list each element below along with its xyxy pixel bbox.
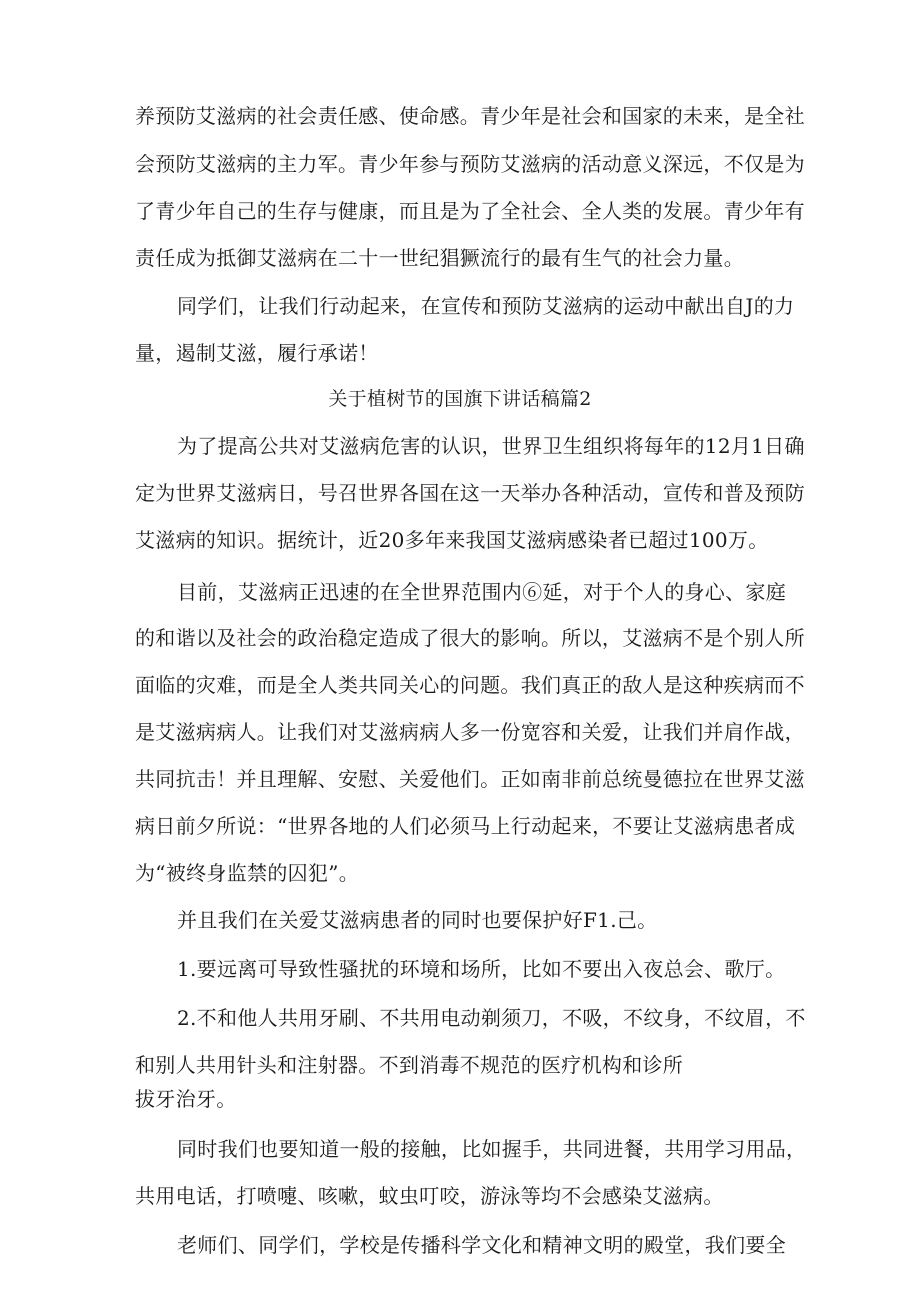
text-line: 同学们，让我们行动起来，在宣传和预防艾滋病的运动中献出自J的力 <box>177 294 795 318</box>
text-line: 面临的灾难，而是全人类共同关心的问题。我们真正的敌人是这种疾病而不 <box>135 673 805 697</box>
text-line: 的和谐以及社会的政治稳定造成了很大的影响。所以，艾滋病不是个别人所 <box>135 626 805 650</box>
text-line: 了青少年自己的生存与健康，而且是为了全社会、全人类的发展。青少年有 <box>135 199 805 223</box>
text-line: 共用电话，打喷嚏、咳嗽，蚊虫叮咬，游泳等均不会感染艾滋病。 <box>135 1184 724 1208</box>
text-line: 会预防艾滋病的主力军。青少年参与预防艾滋病的活动意义深远，不仅是为 <box>135 152 805 176</box>
text-line: 是艾滋病病人。让我们对艾滋病病人多一份宽容和关爱，让我们并肩作战， <box>135 720 805 744</box>
text-line: 老师们、同学们，学校是传播科学文化和精神文明的殿堂，我们要全 <box>177 1233 786 1257</box>
text-line: 量，遏制艾滋，履行承诺！ <box>135 341 379 365</box>
text-line: 目前，艾滋病正迅速的在全世界范围内⑥延，对于个人的身心、家庭 <box>177 580 786 604</box>
text-line: 拔牙治牙。 <box>135 1087 237 1111</box>
text-line: 为“被终身监禁的囚犯”。 <box>135 861 360 885</box>
section-heading: 关于植树节的国旗下讲话稿篇2 <box>328 388 592 410</box>
text-line: 共同抗击！并且理解、安慰、关爱他们。正如南非前总统曼德拉在世界艾滋 <box>135 767 805 791</box>
text-line: 并且我们在关爱艾滋病患者的同时也要保护好F1.己。 <box>177 908 658 932</box>
text-line: 同时我们也要知道一般的接触，比如握手，共同进餐，共用学习用品， <box>177 1137 807 1161</box>
text-line: 为了提高公共对艾滋病危害的认识，世界卫生组织将每年的12月1日确 <box>177 434 805 458</box>
list-item: 1.要远离可导致性骚扰的环境和场所，比如不要出入夜总会、歌厅。 <box>177 957 786 981</box>
text-line: 养预防艾滋病的社会责任感、使命感。青少年是社会和国家的未来，是全社 <box>135 104 805 128</box>
text-line: 责任成为抵御艾滋病在二十一世纪猖獗流行的最有生气的社会力量。 <box>135 246 744 270</box>
text-line: 和别人共用针头和注射器。不到消毒不规范的医疗机构和诊所 <box>135 1053 684 1077</box>
list-item: 2.不和他人共用牙刷、不共用电动剃须刀，不吸，不纹身，不纹眉，不 <box>177 1006 806 1030</box>
text-line: 定为世界艾滋病日，号召世界各国在这一天举办各种活动，宣传和普及预防 <box>135 481 805 505</box>
text-line: 艾滋病的知识。据统计，近20多年来我国艾滋病感染者已超过100万。 <box>135 528 769 552</box>
text-line: 病日前夕所说：“世界各地的人们必须马上行动起来，不要让艾滋病患者成 <box>135 814 796 838</box>
